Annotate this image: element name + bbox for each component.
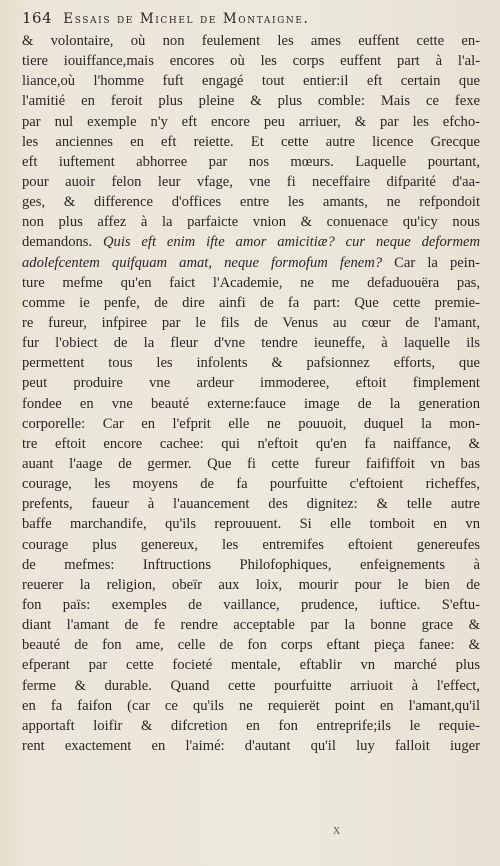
- text-line: [22, 575, 480, 595]
- text-segment: ges, & difference d'offices entre les amants, ne refpondoit: [22, 194, 480, 211]
- text-segment: fondee en vne beauté externe:fauce image de la generation: [22, 395, 480, 412]
- text-segment: Car la pein-: [382, 254, 480, 271]
- text-segment: de mefmes: Inftructions Philofophiques, enfeignements à: [22, 556, 480, 573]
- text-segment: l'amitié en feroit plus pleine & plus comble: Mais ce fexe: [22, 93, 480, 110]
- text-segment: diant l'amant de fe rendre acceptable par la bonne grace &: [22, 617, 480, 634]
- text-segment: en fa faifon (car ce qu'ils ne requierët point en l'amant,qu'il: [22, 697, 480, 714]
- text-line: [22, 373, 480, 393]
- body-text: [22, 31, 480, 756]
- text-line: [22, 112, 480, 132]
- text-line: [22, 31, 480, 51]
- text-segment: apportaft loifir & difcretion en fon entreprife;ils le requie-: [22, 717, 480, 734]
- text-segment: reuerer la religion, obeïr aux loix, mourir pour le bien de: [22, 576, 480, 593]
- running-title: Essais de Michel de Montaigne.: [63, 11, 310, 27]
- text-segment: prefents, faueur à l'auancement des dignitez: & telle autre: [22, 496, 480, 513]
- text-line: [22, 474, 480, 494]
- text-segment: pour auoir felon leur vfage, vne fi neceffaire difparité d'aa-: [22, 173, 480, 190]
- text-segment: re fureur, infpiree par le fils de Venus au cœur de l'amant,: [22, 314, 480, 331]
- page-number: 164: [22, 9, 53, 27]
- text-segment: baffe marchandife, qu'ils reprouuent. Si elle tomboit en vn: [22, 516, 480, 533]
- text-line: [22, 635, 480, 655]
- text-segment: non plus affez à la parfaicte vnion & conuenace qu'icy nous: [22, 214, 480, 231]
- text-line: [22, 51, 480, 71]
- text-line: [22, 514, 480, 534]
- text-segment: peut produire vne ardeur immoderee, eftoit fimplement: [22, 375, 480, 392]
- text-segment: ferme & durable. Quand cette pourfuitte arriuoit à l'effect,: [22, 677, 480, 694]
- text-segment: courage plus genereux, les entremifes eftoient genereufes: [22, 536, 480, 553]
- text-line: [22, 394, 480, 414]
- text-line: [22, 91, 480, 111]
- text-segment: beauté de fon ame, celle de fon corps eftant pieça fanee: &: [22, 637, 480, 654]
- text-segment: efperant par cette focieté mentale, eftablir vn marché plus: [22, 657, 480, 674]
- text-line: [22, 676, 480, 696]
- text-line: [22, 313, 480, 333]
- text-line: [22, 615, 480, 635]
- text-line: [22, 655, 480, 675]
- page-header: [22, 8, 482, 30]
- text-line: [22, 71, 480, 91]
- text-line: [22, 132, 480, 152]
- latin-quote: Quis eft enim ifte amor amicitiæ? cur neque deformem: [102, 234, 480, 251]
- text-segment: permettent tous les infolents & pafsionnez efforts, que: [22, 355, 480, 372]
- text-line: [22, 494, 480, 514]
- text-segment: eft iuftement abhorree par nos mœurs. Laquelle pourtant,: [22, 153, 480, 170]
- text-line: [22, 434, 480, 454]
- latin-quote: adolefcentem quifquam amat, neque formofum fenem?: [22, 254, 383, 271]
- text-segment: tre eftoit encore cachee: qui n'eftoit qu'en fa naiffance, &: [22, 435, 480, 452]
- text-segment: corporelle: Car en l'efprit elle ne pouuoit, duquel la mon-: [22, 415, 480, 432]
- text-segment: liance,où l'homme fuft engagé tout entier:il eft certain que: [22, 73, 480, 90]
- text-segment: fon païs: exemples de vaillance, prudence, iuftice. S'eftu-: [22, 596, 480, 613]
- text-line: [22, 293, 480, 313]
- text-line: [22, 736, 480, 756]
- text-line: [22, 595, 480, 615]
- text-line: [22, 232, 480, 252]
- text-line: [22, 535, 480, 555]
- text-segment: & volontaire, où non feulement les ames euffent cette en-: [22, 33, 480, 49]
- text-line: [22, 353, 480, 373]
- text-line: [22, 454, 480, 474]
- text-line: [22, 696, 480, 716]
- text-segment: par nul exemple n'y eft encore peu arriuer, & par les efcho-: [22, 113, 480, 130]
- text-line: [22, 414, 480, 434]
- text-line: [22, 716, 480, 736]
- text-segment: comme ie penfe, de dire ainfi de fa part: Que cette premie-: [22, 294, 480, 311]
- text-line: [22, 555, 480, 575]
- signature-mark: X: [333, 826, 341, 837]
- text-segment: rent exactement en l'aimé: d'autant qu'il luy falloit iuger: [22, 737, 480, 754]
- text-segment: demandons.: [22, 234, 103, 251]
- text-segment: auant l'aage de germer. Que fi cette fureur faififfoit vn bas: [22, 455, 480, 472]
- text-segment: ture mefme qu'en faict l'Academie, ne me defaduouëra pas,: [22, 274, 480, 291]
- text-line: [22, 212, 480, 232]
- text-line: [22, 152, 480, 172]
- text-line: [22, 172, 480, 192]
- text-segment: courage, les moyens de fa pourfuitte c'eftoient richeffes,: [22, 476, 480, 493]
- text-line: [22, 273, 480, 293]
- text-line: [22, 192, 480, 212]
- text-segment: fur l'obiect de la fleur d'vne tendre ieuneffe, à laquelle ils: [22, 335, 480, 352]
- text-line: [22, 333, 480, 353]
- text-segment: tiere iouiffance,mais encores où les corps euffent part à l'al-: [22, 53, 480, 70]
- text-line: [22, 253, 480, 273]
- text-segment: les anciennes en eft reiette. Et cette autre licence Grecque: [22, 133, 480, 150]
